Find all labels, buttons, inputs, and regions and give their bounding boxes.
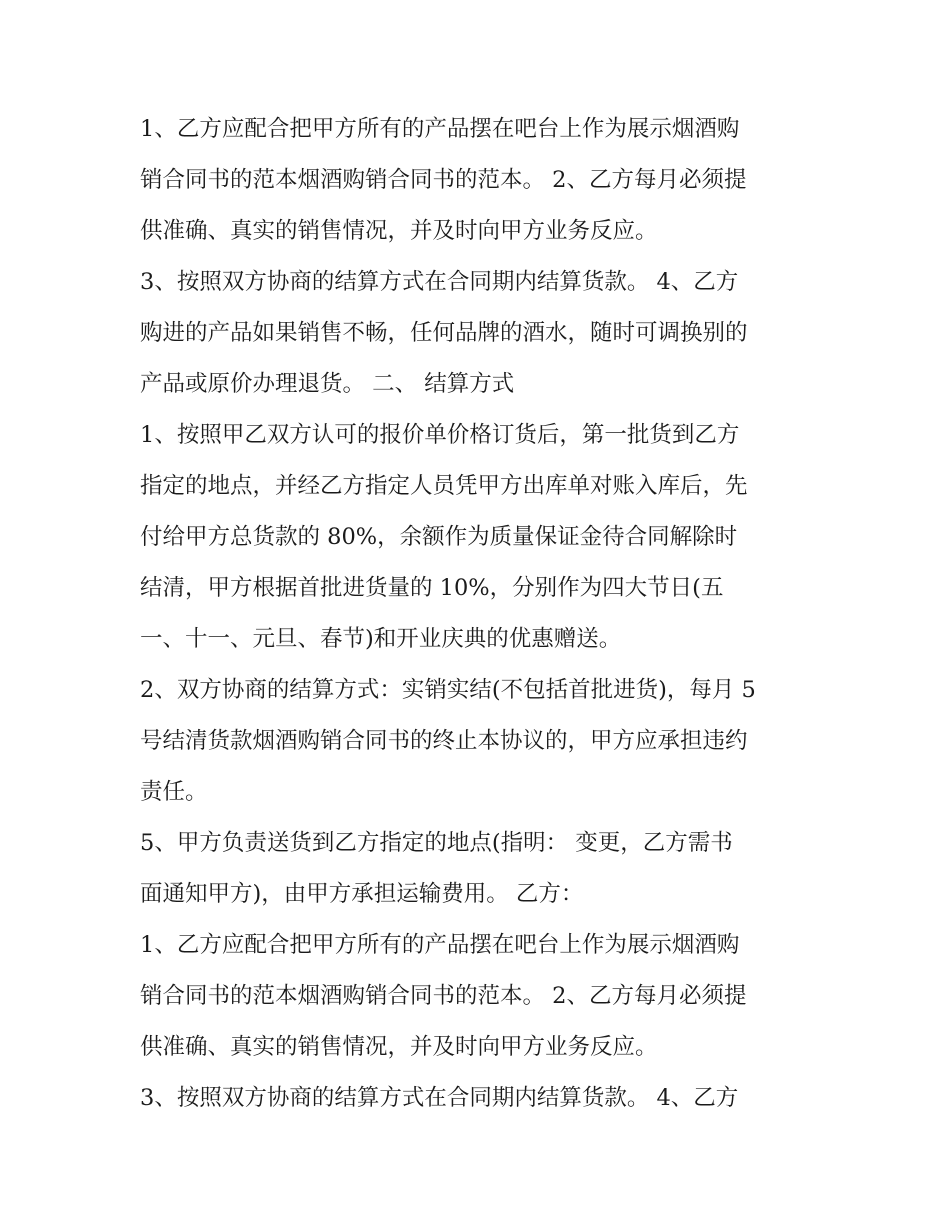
text-line: 销合同书的范本烟酒购销合同书的范本。 2、乙方每月必须提 (140, 983, 747, 1009)
text-line: 1、乙方应配合把甲方所有的产品摆在吧台上作为展示烟酒购 (140, 932, 740, 958)
document-body (140, 104, 820, 1124)
text-line: 1、乙方应配合把甲方所有的产品摆在吧台上作为展示烟酒购 (140, 116, 740, 142)
text-line: 号结清货款烟酒购销合同书的终止本协议的，甲方应承担违约 (140, 728, 748, 754)
text-line: 供准确、真实的销售情况，并及时向甲方业务反应。 (140, 1034, 658, 1060)
text-line: 责任。 (140, 779, 208, 805)
text-line: 面通知甲方)，由甲方承担运输费用。 乙方： (140, 881, 584, 907)
text-line: 2、双方协商的结算方式：实销实结(不包括首批进货)，每月 5 (140, 677, 756, 703)
text-line: 1、按照甲乙双方认可的报价单价格订货后，第一批货到乙方 (140, 422, 740, 448)
text-line: 指定的地点，并经乙方指定人员凭甲方出库单对账入库后，先 (140, 473, 748, 499)
text-line: 购进的产品如果销售不畅，任何品牌的酒水，随时可调换别的 (140, 320, 748, 346)
text-line: 3、按照双方协商的结算方式在合同期内结算货款。 4、乙方 (140, 1085, 739, 1111)
text-line: 一、十一、元旦、春节)和开业庆典的优惠赠送。 (140, 626, 622, 652)
text-line: 销合同书的范本烟酒购销合同书的范本。 2、乙方每月必须提 (140, 167, 747, 193)
text-line: 付给甲方总货款的 80%，余额作为质量保证金待合同解除时 (140, 524, 738, 550)
text-line: 产品或原价办理退货。 二、 结算方式 (140, 371, 515, 397)
text-line: 结清，甲方根据首批进货量的 10%，分别作为四大节日(五 (140, 575, 724, 601)
text-line: 5、甲方负责送货到乙方指定的地点(指明： 变更，乙方需书 (140, 830, 733, 856)
text-line: 供准确、真实的销售情况，并及时向甲方业务反应。 (140, 218, 658, 244)
text-line: 3、按照双方协商的结算方式在合同期内结算货款。 4、乙方 (140, 269, 739, 295)
